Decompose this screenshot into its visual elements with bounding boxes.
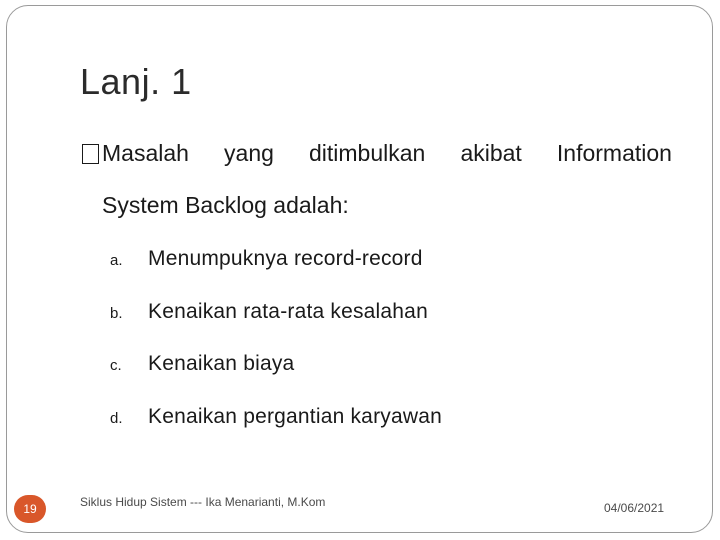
list-marker: d. (110, 409, 123, 427)
bullet-word: yang (224, 140, 274, 166)
list-item-text: Kenaikan biaya (148, 352, 295, 375)
list-marker: c. (110, 357, 122, 374)
sub-list (110, 244, 442, 454)
list-item (110, 349, 442, 402)
bullet-word: Masalah (102, 140, 189, 166)
list-marker: b. (110, 304, 123, 322)
list-item-text: Kenaikan rata-rata kesalahan (148, 299, 428, 323)
bullet-continuation: System Backlog adalah: (102, 192, 349, 218)
footer-date: 04/06/2021 (604, 501, 665, 515)
list-item-text: Kenaikan pergantian karyawan (148, 404, 442, 428)
list-item (110, 402, 442, 455)
bullet-word: akibat (460, 140, 522, 166)
list-item (110, 244, 442, 297)
list-item (110, 297, 442, 350)
list-marker: a. (110, 252, 123, 269)
footer-caption: Siklus Hidup Sistem --- Ika Menarianti, M.Kom (80, 495, 326, 509)
missing-glyph-box-icon (82, 144, 99, 164)
slide-title: Lanj. 1 (80, 61, 192, 102)
bullet-line (82, 138, 672, 168)
bullet-word: Information (556, 140, 672, 166)
page-number-badge: 19 (14, 495, 46, 523)
bullet-first-word (82, 138, 189, 168)
bullet-word: ditimbulkan (309, 140, 426, 166)
list-item-text: Menumpuknya record-record (148, 247, 423, 270)
